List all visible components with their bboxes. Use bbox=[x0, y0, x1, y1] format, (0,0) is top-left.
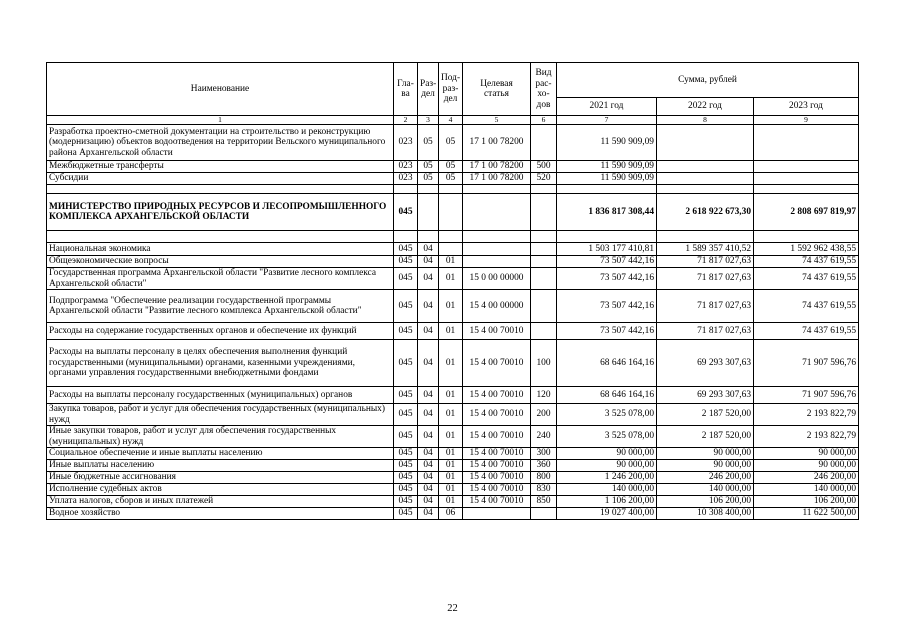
cell-2023 bbox=[754, 185, 859, 194]
cell-2022 bbox=[657, 173, 754, 185]
table-row bbox=[47, 268, 859, 290]
cell-2021: 90 000,00 bbox=[557, 460, 657, 472]
cell-razdel: 04 bbox=[418, 323, 439, 340]
cell-vid bbox=[531, 185, 557, 194]
col-number: 5 bbox=[463, 116, 531, 125]
cell-name: Социальное обеспечение и иные выплаты населению bbox=[47, 448, 394, 460]
cell-vid: 360 bbox=[531, 460, 557, 472]
cell-name: Субсидии bbox=[47, 173, 394, 185]
cell-glava: 045 bbox=[394, 194, 418, 231]
cell-celevaya: 15 4 00 70010 bbox=[463, 448, 531, 460]
cell-glava bbox=[394, 185, 418, 194]
cell-2021: 73 507 442,16 bbox=[557, 290, 657, 323]
cell-podrazdel: 01 bbox=[439, 448, 463, 460]
table-row bbox=[47, 508, 859, 520]
cell-glava: 045 bbox=[394, 387, 418, 404]
cell-vid: 800 bbox=[531, 472, 557, 484]
cell-razdel: 04 bbox=[418, 243, 439, 256]
cell-glava: 045 bbox=[394, 508, 418, 520]
table-row bbox=[47, 387, 859, 404]
cell-name bbox=[47, 231, 394, 243]
cell-2022: 10 308 400,00 bbox=[657, 508, 754, 520]
cell-glava bbox=[394, 231, 418, 243]
table-row bbox=[47, 231, 859, 243]
cell-razdel bbox=[418, 231, 439, 243]
cell-2023: 71 907 596,76 bbox=[754, 387, 859, 404]
table-row bbox=[47, 323, 859, 340]
cell-razdel: 04 bbox=[418, 460, 439, 472]
cell-celevaya: 15 4 00 70010 bbox=[463, 484, 531, 496]
cell-vid bbox=[531, 268, 557, 290]
header-celevaya: Целевая статья bbox=[463, 63, 531, 116]
cell-2022: 69 293 307,63 bbox=[657, 340, 754, 387]
cell-2022: 71 817 027,63 bbox=[657, 256, 754, 268]
cell-name: Водное хозяйство bbox=[47, 508, 394, 520]
cell-celevaya bbox=[463, 256, 531, 268]
cell-glava: 045 bbox=[394, 268, 418, 290]
table-body bbox=[47, 125, 859, 520]
cell-podrazdel: 01 bbox=[439, 496, 463, 508]
header-podrazdel: Под- раз- дел bbox=[439, 63, 463, 116]
cell-2022: 106 200,00 bbox=[657, 496, 754, 508]
cell-celevaya bbox=[463, 508, 531, 520]
cell-name: Государственная программа Архангельской области "Развитие лесного комплекса Архангельской области" bbox=[47, 268, 394, 290]
cell-razdel: 04 bbox=[418, 448, 439, 460]
cell-name: Уплата налогов, сборов и иных платежей bbox=[47, 496, 394, 508]
cell-2022: 1 589 357 410,52 bbox=[657, 243, 754, 256]
cell-2023: 74 437 619,55 bbox=[754, 323, 859, 340]
cell-2022: 71 817 027,63 bbox=[657, 290, 754, 323]
header-summa: Сумма, рублей bbox=[557, 63, 859, 98]
cell-2022: 71 817 027,63 bbox=[657, 323, 754, 340]
cell-vid bbox=[531, 231, 557, 243]
table-row bbox=[47, 448, 859, 460]
header-2021: 2021 год bbox=[557, 98, 657, 116]
cell-name: Общеэкономические вопросы bbox=[47, 256, 394, 268]
table-row bbox=[47, 472, 859, 484]
cell-2021: 1 106 200,00 bbox=[557, 496, 657, 508]
table-row bbox=[47, 404, 859, 426]
cell-2022: 140 000,00 bbox=[657, 484, 754, 496]
cell-2021: 73 507 442,16 bbox=[557, 268, 657, 290]
cell-celevaya: 15 4 00 70010 bbox=[463, 340, 531, 387]
col-number: 4 bbox=[439, 116, 463, 125]
cell-razdel: 04 bbox=[418, 484, 439, 496]
cell-2021: 68 646 164,16 bbox=[557, 340, 657, 387]
cell-vid: 240 bbox=[531, 426, 557, 448]
cell-vid: 520 bbox=[531, 173, 557, 185]
cell-2022: 2 618 922 673,30 bbox=[657, 194, 754, 231]
table-row bbox=[47, 496, 859, 508]
cell-2023: 2 193 822,79 bbox=[754, 426, 859, 448]
cell-name: Иные бюджетные ассигнования bbox=[47, 472, 394, 484]
col-number: 9 bbox=[754, 116, 859, 125]
cell-podrazdel bbox=[439, 194, 463, 231]
cell-razdel: 05 bbox=[418, 161, 439, 173]
cell-razdel: 04 bbox=[418, 508, 439, 520]
cell-2022: 90 000,00 bbox=[657, 460, 754, 472]
cell-2021: 19 027 400,00 bbox=[557, 508, 657, 520]
budget-table bbox=[46, 62, 859, 520]
cell-2021: 11 590 909,09 bbox=[557, 161, 657, 173]
cell-glava: 045 bbox=[394, 472, 418, 484]
cell-name: МИНИСТЕРСТВО ПРИРОДНЫХ РЕСУРСОВ И ЛЕСОПРОМЫШЛЕННОГО КОМПЛЕКСА АРХАНГЕЛЬСКОЙ ОБЛАСТИ bbox=[47, 194, 394, 231]
cell-vid bbox=[531, 125, 557, 161]
cell-glava: 023 bbox=[394, 173, 418, 185]
cell-celevaya: 15 4 00 70010 bbox=[463, 404, 531, 426]
page-number: 22 bbox=[447, 603, 458, 614]
col-number: 1 bbox=[47, 116, 394, 125]
cell-vid: 300 bbox=[531, 448, 557, 460]
cell-2022: 246 200,00 bbox=[657, 472, 754, 484]
cell-2022: 2 187 520,00 bbox=[657, 404, 754, 426]
cell-podrazdel: 01 bbox=[439, 484, 463, 496]
cell-glava: 045 bbox=[394, 256, 418, 268]
header-vid: Вид рас- хо- дов bbox=[531, 63, 557, 116]
cell-name: Исполнение судебных актов bbox=[47, 484, 394, 496]
cell-celevaya: 15 4 00 70010 bbox=[463, 496, 531, 508]
cell-vid bbox=[531, 256, 557, 268]
cell-celevaya bbox=[463, 243, 531, 256]
cell-2022: 69 293 307,63 bbox=[657, 387, 754, 404]
cell-podrazdel: 06 bbox=[439, 508, 463, 520]
cell-razdel: 04 bbox=[418, 472, 439, 484]
cell-razdel: 04 bbox=[418, 290, 439, 323]
cell-glava: 023 bbox=[394, 125, 418, 161]
cell-name: Расходы на выплаты персоналу государственных (муниципальных) органов bbox=[47, 387, 394, 404]
cell-2023: 74 437 619,55 bbox=[754, 256, 859, 268]
cell-podrazdel: 01 bbox=[439, 404, 463, 426]
cell-2021: 90 000,00 bbox=[557, 448, 657, 460]
cell-2021: 73 507 442,16 bbox=[557, 256, 657, 268]
cell-2023: 11 622 500,00 bbox=[754, 508, 859, 520]
cell-2021: 3 525 078,00 bbox=[557, 426, 657, 448]
table-row bbox=[47, 484, 859, 496]
cell-vid bbox=[531, 508, 557, 520]
table-row bbox=[47, 340, 859, 387]
cell-2021 bbox=[557, 185, 657, 194]
cell-podrazdel: 05 bbox=[439, 125, 463, 161]
cell-celevaya: 15 4 00 70010 bbox=[463, 460, 531, 472]
cell-name bbox=[47, 185, 394, 194]
cell-razdel: 04 bbox=[418, 387, 439, 404]
table-row bbox=[47, 426, 859, 448]
cell-name: Разработка проектно-сметной документации на строительство и реконструкцию (модернизацию) объектов водоотведения на территории Вельского муниципального района Архангельской области bbox=[47, 125, 394, 161]
cell-name: Расходы на содержание государственных органов и обеспечение их функций bbox=[47, 323, 394, 340]
cell-razdel bbox=[418, 185, 439, 194]
table-row bbox=[47, 256, 859, 268]
cell-podrazdel: 05 bbox=[439, 161, 463, 173]
table-row bbox=[47, 243, 859, 256]
cell-2023 bbox=[754, 173, 859, 185]
table-row bbox=[47, 125, 859, 161]
cell-razdel: 05 bbox=[418, 173, 439, 185]
cell-podrazdel: 01 bbox=[439, 268, 463, 290]
cell-glava: 023 bbox=[394, 161, 418, 173]
cell-glava: 045 bbox=[394, 243, 418, 256]
table-row bbox=[47, 173, 859, 185]
table-row bbox=[47, 185, 859, 194]
cell-2023: 140 000,00 bbox=[754, 484, 859, 496]
cell-name: Межбюджетные трансферты bbox=[47, 161, 394, 173]
cell-2023: 74 437 619,55 bbox=[754, 268, 859, 290]
col-number: 8 bbox=[657, 116, 754, 125]
cell-name: Иные закупки товаров, работ и услуг для обеспечения государственных (муниципальных) нужд bbox=[47, 426, 394, 448]
cell-2023: 74 437 619,55 bbox=[754, 290, 859, 323]
cell-glava: 045 bbox=[394, 448, 418, 460]
cell-celevaya bbox=[463, 231, 531, 243]
cell-2023: 90 000,00 bbox=[754, 460, 859, 472]
cell-vid: 100 bbox=[531, 340, 557, 387]
cell-vid: 850 bbox=[531, 496, 557, 508]
cell-2022: 2 187 520,00 bbox=[657, 426, 754, 448]
cell-celevaya: 15 4 00 70010 bbox=[463, 387, 531, 404]
cell-celevaya: 17 1 00 78200 bbox=[463, 161, 531, 173]
cell-celevaya: 15 4 00 70010 bbox=[463, 323, 531, 340]
cell-2022: 90 000,00 bbox=[657, 448, 754, 460]
cell-razdel: 04 bbox=[418, 404, 439, 426]
cell-name: Подпрограмма "Обеспечение реализации государственной программы Архангельской области "Развитие лесного комплекса Архангельской области" bbox=[47, 290, 394, 323]
cell-razdel: 05 bbox=[418, 125, 439, 161]
cell-name: Иные выплаты населению bbox=[47, 460, 394, 472]
header-2022: 2022 год bbox=[657, 98, 754, 116]
cell-razdel: 04 bbox=[418, 496, 439, 508]
cell-2021: 140 000,00 bbox=[557, 484, 657, 496]
cell-podrazdel bbox=[439, 185, 463, 194]
cell-2023: 246 200,00 bbox=[754, 472, 859, 484]
cell-podrazdel bbox=[439, 231, 463, 243]
cell-celevaya: 15 0 00 00000 bbox=[463, 268, 531, 290]
cell-podrazdel: 01 bbox=[439, 426, 463, 448]
cell-celevaya: 17 1 00 78200 bbox=[463, 173, 531, 185]
cell-podrazdel: 01 bbox=[439, 387, 463, 404]
header-2023: 2023 год bbox=[754, 98, 859, 116]
cell-2022: 71 817 027,63 bbox=[657, 268, 754, 290]
cell-2022 bbox=[657, 161, 754, 173]
cell-vid bbox=[531, 194, 557, 231]
cell-2021: 11 590 909,09 bbox=[557, 173, 657, 185]
cell-2023: 1 592 962 438,55 bbox=[754, 243, 859, 256]
cell-podrazdel: 01 bbox=[439, 472, 463, 484]
cell-vid: 200 bbox=[531, 404, 557, 426]
cell-podrazdel bbox=[439, 243, 463, 256]
cell-celevaya: 17 1 00 78200 bbox=[463, 125, 531, 161]
table-row bbox=[47, 290, 859, 323]
cell-vid bbox=[531, 323, 557, 340]
cell-2021: 1 246 200,00 bbox=[557, 472, 657, 484]
table-row bbox=[47, 460, 859, 472]
cell-2022 bbox=[657, 231, 754, 243]
cell-podrazdel: 01 bbox=[439, 460, 463, 472]
cell-celevaya bbox=[463, 185, 531, 194]
cell-celevaya: 15 4 00 00000 bbox=[463, 290, 531, 323]
cell-razdel: 04 bbox=[418, 426, 439, 448]
cell-podrazdel: 01 bbox=[439, 340, 463, 387]
cell-vid: 500 bbox=[531, 161, 557, 173]
col-number: 6 bbox=[531, 116, 557, 125]
cell-glava: 045 bbox=[394, 340, 418, 387]
column-numbers-row bbox=[47, 116, 859, 125]
cell-2023: 2 193 822,79 bbox=[754, 404, 859, 426]
cell-glava: 045 bbox=[394, 323, 418, 340]
cell-razdel: 04 bbox=[418, 268, 439, 290]
col-number: 3 bbox=[418, 116, 439, 125]
cell-2021: 1 836 817 308,44 bbox=[557, 194, 657, 231]
cell-podrazdel: 01 bbox=[439, 323, 463, 340]
cell-2023 bbox=[754, 161, 859, 173]
cell-name: Национальная экономика bbox=[47, 243, 394, 256]
cell-2021: 3 525 078,00 bbox=[557, 404, 657, 426]
cell-2021: 1 503 177 410,81 bbox=[557, 243, 657, 256]
cell-glava: 045 bbox=[394, 484, 418, 496]
cell-glava: 045 bbox=[394, 426, 418, 448]
cell-podrazdel: 01 bbox=[439, 290, 463, 323]
col-number: 2 bbox=[394, 116, 418, 125]
cell-2021: 68 646 164,16 bbox=[557, 387, 657, 404]
cell-vid: 830 bbox=[531, 484, 557, 496]
cell-name: Закупка товаров, работ и услуг для обеспечения государственных (муниципальных) нужд bbox=[47, 404, 394, 426]
header-razdel: Раз- дел bbox=[418, 63, 439, 116]
cell-celevaya: 15 4 00 70010 bbox=[463, 472, 531, 484]
cell-2021: 11 590 909,09 bbox=[557, 125, 657, 161]
table-row bbox=[47, 161, 859, 173]
cell-2023: 71 907 596,76 bbox=[754, 340, 859, 387]
header-name: Наименование bbox=[47, 63, 394, 116]
cell-glava: 045 bbox=[394, 460, 418, 472]
table-row bbox=[47, 194, 859, 231]
cell-name: Расходы на выплаты персоналу в целях обеспечения выполнения функций государственными (муниципальными) органами, казенными учреждениями, органами управления государственными внебюджетными фондами bbox=[47, 340, 394, 387]
cell-celevaya bbox=[463, 194, 531, 231]
cell-2021: 73 507 442,16 bbox=[557, 323, 657, 340]
col-number: 7 bbox=[557, 116, 657, 125]
cell-glava: 045 bbox=[394, 404, 418, 426]
cell-podrazdel: 01 bbox=[439, 256, 463, 268]
cell-2023: 90 000,00 bbox=[754, 448, 859, 460]
cell-razdel: 04 bbox=[418, 256, 439, 268]
cell-2023: 2 808 697 819,97 bbox=[754, 194, 859, 231]
cell-2022 bbox=[657, 125, 754, 161]
cell-2023: 106 200,00 bbox=[754, 496, 859, 508]
cell-vid: 120 bbox=[531, 387, 557, 404]
cell-vid bbox=[531, 290, 557, 323]
header-glava: Гла- ва bbox=[394, 63, 418, 116]
cell-2023 bbox=[754, 125, 859, 161]
cell-2021 bbox=[557, 231, 657, 243]
cell-celevaya: 15 4 00 70010 bbox=[463, 426, 531, 448]
cell-podrazdel: 05 bbox=[439, 173, 463, 185]
cell-2023 bbox=[754, 231, 859, 243]
cell-2022 bbox=[657, 185, 754, 194]
cell-glava: 045 bbox=[394, 496, 418, 508]
cell-razdel bbox=[418, 194, 439, 231]
cell-glava: 045 bbox=[394, 290, 418, 323]
cell-razdel: 04 bbox=[418, 340, 439, 387]
cell-vid bbox=[531, 243, 557, 256]
